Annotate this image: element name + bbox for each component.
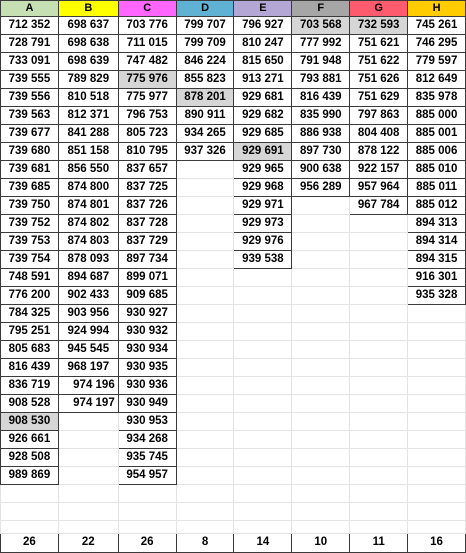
empty-cell[interactable] bbox=[292, 269, 350, 287]
empty-cell[interactable] bbox=[292, 485, 350, 503]
totals-row bbox=[1, 534, 466, 553]
empty-cell[interactable] bbox=[234, 413, 292, 431]
cell-a-15[interactable]: 748 591 bbox=[1, 269, 59, 287]
empty-cell[interactable] bbox=[292, 305, 350, 323]
empty-cell[interactable] bbox=[234, 377, 292, 395]
cell-a-5[interactable]: 739 556 bbox=[1, 89, 59, 107]
cell-g-1[interactable]: 732 593 bbox=[350, 17, 408, 35]
table-row bbox=[1, 233, 466, 251]
cell-g-5[interactable]: 751 629 bbox=[350, 89, 408, 107]
empty-cell[interactable] bbox=[176, 521, 234, 534]
cell-d-1[interactable]: 799 707 bbox=[176, 17, 234, 35]
empty-cell[interactable] bbox=[118, 521, 176, 534]
cell-b-13[interactable]: 874 803 bbox=[58, 233, 118, 251]
empty-cell[interactable] bbox=[1, 521, 59, 534]
table-row bbox=[1, 89, 466, 107]
empty-cell[interactable] bbox=[292, 215, 350, 233]
empty-cell[interactable] bbox=[350, 251, 408, 269]
empty-cell[interactable] bbox=[1, 503, 59, 521]
empty-cell[interactable] bbox=[408, 431, 466, 449]
empty-cell[interactable] bbox=[350, 323, 408, 341]
total-d[interactable]: 8 bbox=[176, 534, 234, 553]
table-row bbox=[1, 269, 466, 287]
empty-cell[interactable] bbox=[292, 251, 350, 269]
empty-cell[interactable] bbox=[176, 215, 234, 233]
empty-cell[interactable] bbox=[292, 521, 350, 534]
cell-d-8[interactable]: 937 326 bbox=[176, 143, 234, 161]
empty-cell[interactable] bbox=[350, 215, 408, 233]
cell-e-4[interactable]: 913 271 bbox=[234, 71, 292, 89]
empty-cell[interactable] bbox=[176, 467, 234, 485]
total-f[interactable]: 10 bbox=[292, 534, 350, 553]
cell-a-2[interactable]: 728 791 bbox=[1, 35, 59, 53]
cell-c-8[interactable]: 810 795 bbox=[118, 143, 176, 161]
empty-cell[interactable] bbox=[350, 287, 408, 305]
cell-b-7[interactable]: 841 288 bbox=[58, 125, 118, 143]
cell-c-22[interactable]: 930 949 bbox=[118, 395, 176, 413]
cell-c-12[interactable]: 837 728 bbox=[118, 215, 176, 233]
cell-e-9[interactable]: 929 965 bbox=[234, 161, 292, 179]
cell-f-10[interactable]: 956 289 bbox=[292, 179, 350, 197]
cell-c-3[interactable]: 747 482 bbox=[118, 53, 176, 71]
table-row bbox=[1, 305, 466, 323]
empty-cell[interactable] bbox=[350, 503, 408, 521]
cell-a-3[interactable]: 733 091 bbox=[1, 53, 59, 71]
cell-a-19[interactable]: 805 683 bbox=[1, 341, 59, 359]
column-header-b[interactable]: B bbox=[58, 1, 118, 17]
cell-e-12[interactable]: 929 973 bbox=[234, 215, 292, 233]
cell-h-1[interactable]: 745 261 bbox=[408, 17, 466, 35]
table-row bbox=[1, 467, 466, 485]
cell-h-12[interactable]: 894 313 bbox=[408, 215, 466, 233]
cell-b-4[interactable]: 789 829 bbox=[58, 71, 118, 89]
cell-c-26[interactable]: 954 957 bbox=[118, 467, 176, 485]
cell-b-10[interactable]: 874 800 bbox=[58, 179, 118, 197]
total-c[interactable]: 26 bbox=[118, 534, 176, 553]
cell-f-5[interactable]: 816 439 bbox=[292, 89, 350, 107]
cell-b-21[interactable]: 974 196 bbox=[58, 377, 118, 395]
empty-cell[interactable] bbox=[350, 377, 408, 395]
empty-cell[interactable] bbox=[58, 503, 118, 521]
empty-cell[interactable] bbox=[234, 503, 292, 521]
table-row bbox=[1, 125, 466, 143]
empty-cell[interactable] bbox=[292, 233, 350, 251]
table-row bbox=[1, 17, 466, 35]
cell-c-25[interactable]: 935 745 bbox=[118, 449, 176, 467]
empty-cell[interactable] bbox=[408, 305, 466, 323]
empty-cell[interactable] bbox=[1, 485, 59, 503]
empty-cell[interactable] bbox=[234, 341, 292, 359]
cell-b-12[interactable]: 874 802 bbox=[58, 215, 118, 233]
empty-cell[interactable] bbox=[234, 395, 292, 413]
cell-b-22[interactable]: 974 197 bbox=[58, 395, 118, 413]
empty-cell[interactable] bbox=[350, 233, 408, 251]
cell-h-14[interactable]: 894 315 bbox=[408, 251, 466, 269]
column-header-d[interactable]: D bbox=[176, 1, 234, 17]
empty-cell[interactable] bbox=[58, 431, 118, 449]
empty-cell[interactable] bbox=[408, 467, 466, 485]
total-b[interactable]: 22 bbox=[58, 534, 118, 553]
empty-cell[interactable] bbox=[234, 521, 292, 534]
empty-cell[interactable] bbox=[408, 359, 466, 377]
cell-c-10[interactable]: 837 725 bbox=[118, 179, 176, 197]
cell-a-18[interactable]: 795 251 bbox=[1, 323, 59, 341]
cell-g-4[interactable]: 751 626 bbox=[350, 71, 408, 89]
cell-a-25[interactable]: 928 508 bbox=[1, 449, 59, 467]
total-h[interactable]: 16 bbox=[408, 534, 466, 553]
cell-f-4[interactable]: 793 881 bbox=[292, 71, 350, 89]
cell-e-1[interactable]: 796 927 bbox=[234, 17, 292, 35]
cell-g-6[interactable]: 797 863 bbox=[350, 107, 408, 125]
cell-e-3[interactable]: 815 650 bbox=[234, 53, 292, 71]
cell-c-23[interactable]: 930 953 bbox=[118, 413, 176, 431]
cell-b-9[interactable]: 856 550 bbox=[58, 161, 118, 179]
empty-cell[interactable] bbox=[176, 233, 234, 251]
cell-c-4[interactable]: 775 976 bbox=[118, 71, 176, 89]
cell-e-13[interactable]: 929 976 bbox=[234, 233, 292, 251]
empty-cell[interactable] bbox=[234, 359, 292, 377]
table-row bbox=[1, 287, 466, 305]
empty-cell[interactable] bbox=[176, 359, 234, 377]
empty-cell[interactable] bbox=[292, 413, 350, 431]
empty-cell[interactable] bbox=[176, 251, 234, 269]
cell-c-11[interactable]: 837 726 bbox=[118, 197, 176, 215]
empty-cell[interactable] bbox=[58, 449, 118, 467]
cell-d-7[interactable]: 934 265 bbox=[176, 125, 234, 143]
spacer-row bbox=[1, 521, 466, 534]
cell-f-1[interactable]: 703 568 bbox=[292, 17, 350, 35]
column-header-a[interactable]: A bbox=[1, 1, 59, 17]
column-header-row bbox=[1, 1, 466, 17]
table-row bbox=[1, 413, 466, 431]
table-row bbox=[1, 377, 466, 395]
empty-cell[interactable] bbox=[58, 485, 118, 503]
empty-cell[interactable] bbox=[176, 413, 234, 431]
cell-b-8[interactable]: 851 158 bbox=[58, 143, 118, 161]
empty-cell[interactable] bbox=[292, 449, 350, 467]
empty-cell[interactable] bbox=[58, 521, 118, 534]
cell-a-4[interactable]: 739 555 bbox=[1, 71, 59, 89]
cell-a-21[interactable]: 836 719 bbox=[1, 377, 59, 395]
cell-b-1[interactable]: 698 637 bbox=[58, 17, 118, 35]
empty-cell[interactable] bbox=[234, 323, 292, 341]
cell-h-2[interactable]: 746 295 bbox=[408, 35, 466, 53]
empty-cell[interactable] bbox=[350, 395, 408, 413]
empty-cell[interactable] bbox=[350, 359, 408, 377]
total-g[interactable]: 11 bbox=[350, 534, 408, 553]
table-row bbox=[1, 71, 466, 89]
cell-a-7[interactable]: 739 677 bbox=[1, 125, 59, 143]
empty-cell[interactable] bbox=[292, 323, 350, 341]
empty-cell[interactable] bbox=[176, 269, 234, 287]
cell-h-9[interactable]: 885 010 bbox=[408, 161, 466, 179]
empty-cell[interactable] bbox=[292, 377, 350, 395]
cell-e-7[interactable]: 929 685 bbox=[234, 125, 292, 143]
empty-cell[interactable] bbox=[350, 341, 408, 359]
empty-cell[interactable] bbox=[292, 197, 350, 215]
cell-b-16[interactable]: 902 433 bbox=[58, 287, 118, 305]
empty-cell[interactable] bbox=[176, 323, 234, 341]
cell-b-3[interactable]: 698 639 bbox=[58, 53, 118, 71]
cell-a-1[interactable]: 712 352 bbox=[1, 17, 59, 35]
table-body bbox=[1, 17, 466, 553]
cell-h-15[interactable]: 916 301 bbox=[408, 269, 466, 287]
table-row bbox=[1, 197, 466, 215]
cell-d-5[interactable]: 878 201 bbox=[176, 89, 234, 107]
cell-g-3[interactable]: 751 622 bbox=[350, 53, 408, 71]
cell-f-6[interactable]: 835 990 bbox=[292, 107, 350, 125]
cell-e-6[interactable]: 929 682 bbox=[234, 107, 292, 125]
column-header-c[interactable]: C bbox=[118, 1, 176, 17]
cell-f-9[interactable]: 900 638 bbox=[292, 161, 350, 179]
empty-cell[interactable] bbox=[408, 395, 466, 413]
empty-cell[interactable] bbox=[350, 521, 408, 534]
cell-a-9[interactable]: 739 681 bbox=[1, 161, 59, 179]
cell-d-6[interactable]: 890 911 bbox=[176, 107, 234, 125]
empty-cell[interactable] bbox=[234, 287, 292, 305]
empty-cell[interactable] bbox=[408, 485, 466, 503]
cell-e-8[interactable]: 929 691 bbox=[234, 143, 292, 161]
cell-e-10[interactable]: 929 968 bbox=[234, 179, 292, 197]
empty-cell[interactable] bbox=[350, 431, 408, 449]
cell-h-6[interactable]: 885 000 bbox=[408, 107, 466, 125]
cell-c-16[interactable]: 909 685 bbox=[118, 287, 176, 305]
empty-cell[interactable] bbox=[58, 413, 118, 431]
table-row bbox=[1, 341, 466, 359]
cell-g-2[interactable]: 751 621 bbox=[350, 35, 408, 53]
table-row bbox=[1, 107, 466, 125]
table-row bbox=[1, 251, 466, 269]
cell-c-18[interactable]: 930 932 bbox=[118, 323, 176, 341]
empty-cell[interactable] bbox=[234, 431, 292, 449]
empty-cell[interactable] bbox=[350, 449, 408, 467]
empty-cell[interactable] bbox=[350, 485, 408, 503]
empty-cell[interactable] bbox=[176, 503, 234, 521]
cell-a-13[interactable]: 739 753 bbox=[1, 233, 59, 251]
table-row bbox=[1, 215, 466, 233]
cell-a-24[interactable]: 926 661 bbox=[1, 431, 59, 449]
cell-b-14[interactable]: 878 093 bbox=[58, 251, 118, 269]
cell-g-11[interactable]: 967 784 bbox=[350, 197, 408, 215]
cell-d-2[interactable]: 799 709 bbox=[176, 35, 234, 53]
table-row bbox=[1, 161, 466, 179]
total-e[interactable]: 14 bbox=[234, 534, 292, 553]
empty-cell[interactable] bbox=[176, 305, 234, 323]
cell-c-19[interactable]: 930 934 bbox=[118, 341, 176, 359]
table-row bbox=[1, 395, 466, 413]
empty-cell[interactable] bbox=[176, 179, 234, 197]
empty-cell[interactable] bbox=[234, 485, 292, 503]
cell-a-16[interactable]: 776 200 bbox=[1, 287, 59, 305]
table-row bbox=[1, 179, 466, 197]
empty-cell[interactable] bbox=[176, 431, 234, 449]
cell-c-9[interactable]: 837 657 bbox=[118, 161, 176, 179]
cell-h-7[interactable]: 885 001 bbox=[408, 125, 466, 143]
cell-c-7[interactable]: 805 723 bbox=[118, 125, 176, 143]
empty-cell[interactable] bbox=[350, 305, 408, 323]
table-row bbox=[1, 485, 466, 503]
column-header-g[interactable]: G bbox=[350, 1, 408, 17]
cell-d-3[interactable]: 846 224 bbox=[176, 53, 234, 71]
empty-cell[interactable] bbox=[292, 341, 350, 359]
cell-c-5[interactable]: 775 977 bbox=[118, 89, 176, 107]
cell-h-3[interactable]: 779 597 bbox=[408, 53, 466, 71]
empty-cell[interactable] bbox=[350, 269, 408, 287]
empty-cell[interactable] bbox=[234, 305, 292, 323]
cell-h-4[interactable]: 812 649 bbox=[408, 71, 466, 89]
cell-b-6[interactable]: 812 371 bbox=[58, 107, 118, 125]
empty-cell[interactable] bbox=[58, 467, 118, 485]
empty-cell[interactable] bbox=[176, 395, 234, 413]
cell-c-14[interactable]: 897 734 bbox=[118, 251, 176, 269]
cell-g-9[interactable]: 922 157 bbox=[350, 161, 408, 179]
table-row bbox=[1, 143, 466, 161]
empty-cell[interactable] bbox=[176, 287, 234, 305]
cell-a-10[interactable]: 739 685 bbox=[1, 179, 59, 197]
cell-b-17[interactable]: 903 956 bbox=[58, 305, 118, 323]
cell-c-21[interactable]: 930 936 bbox=[118, 377, 176, 395]
cell-f-3[interactable]: 791 948 bbox=[292, 53, 350, 71]
table-row bbox=[1, 359, 466, 377]
empty-cell[interactable] bbox=[408, 341, 466, 359]
empty-cell[interactable] bbox=[234, 449, 292, 467]
cell-a-8[interactable]: 739 680 bbox=[1, 143, 59, 161]
cell-h-5[interactable]: 835 978 bbox=[408, 89, 466, 107]
cell-b-11[interactable]: 874 801 bbox=[58, 197, 118, 215]
cell-b-2[interactable]: 698 638 bbox=[58, 35, 118, 53]
empty-cell[interactable] bbox=[118, 503, 176, 521]
empty-cell[interactable] bbox=[234, 467, 292, 485]
cell-h-16[interactable]: 935 328 bbox=[408, 287, 466, 305]
empty-cell[interactable] bbox=[176, 377, 234, 395]
empty-cell[interactable] bbox=[234, 269, 292, 287]
table-row bbox=[1, 431, 466, 449]
cell-h-13[interactable]: 894 314 bbox=[408, 233, 466, 251]
cell-f-2[interactable]: 777 992 bbox=[292, 35, 350, 53]
cell-e-14[interactable]: 939 538 bbox=[234, 251, 292, 269]
cell-a-6[interactable]: 739 563 bbox=[1, 107, 59, 125]
cell-c-2[interactable]: 711 015 bbox=[118, 35, 176, 53]
empty-cell[interactable] bbox=[176, 485, 234, 503]
cell-f-8[interactable]: 897 730 bbox=[292, 143, 350, 161]
cell-h-8[interactable]: 885 006 bbox=[408, 143, 466, 161]
empty-cell[interactable] bbox=[176, 449, 234, 467]
empty-cell[interactable] bbox=[350, 467, 408, 485]
column-header-e[interactable]: E bbox=[234, 1, 292, 17]
cell-e-5[interactable]: 929 681 bbox=[234, 89, 292, 107]
cell-a-23[interactable]: 908 530 bbox=[1, 413, 59, 431]
cell-e-11[interactable]: 929 971 bbox=[234, 197, 292, 215]
empty-cell[interactable] bbox=[408, 521, 466, 534]
cell-a-26[interactable]: 989 869 bbox=[1, 467, 59, 485]
cell-g-7[interactable]: 804 408 bbox=[350, 125, 408, 143]
table-row bbox=[1, 35, 466, 53]
cell-h-10[interactable]: 885 011 bbox=[408, 179, 466, 197]
empty-cell[interactable] bbox=[408, 323, 466, 341]
cell-c-1[interactable]: 703 776 bbox=[118, 17, 176, 35]
empty-cell[interactable] bbox=[408, 413, 466, 431]
cell-b-5[interactable]: 810 518 bbox=[58, 89, 118, 107]
cell-a-22[interactable]: 908 528 bbox=[1, 395, 59, 413]
table-row bbox=[1, 323, 466, 341]
cell-b-20[interactable]: 968 197 bbox=[58, 359, 118, 377]
total-a[interactable]: 26 bbox=[1, 534, 59, 553]
empty-cell[interactable] bbox=[292, 431, 350, 449]
column-header-f[interactable]: F bbox=[292, 1, 350, 17]
cell-c-20[interactable]: 930 935 bbox=[118, 359, 176, 377]
empty-cell[interactable] bbox=[118, 485, 176, 503]
empty-cell[interactable] bbox=[408, 377, 466, 395]
cell-a-17[interactable]: 784 325 bbox=[1, 305, 59, 323]
cell-b-15[interactable]: 894 687 bbox=[58, 269, 118, 287]
empty-cell[interactable] bbox=[350, 413, 408, 431]
cell-c-6[interactable]: 796 753 bbox=[118, 107, 176, 125]
empty-cell[interactable] bbox=[292, 359, 350, 377]
column-header-h[interactable]: H bbox=[408, 1, 466, 17]
empty-cell[interactable] bbox=[292, 467, 350, 485]
empty-cell[interactable] bbox=[408, 503, 466, 521]
cell-c-24[interactable]: 934 268 bbox=[118, 431, 176, 449]
cell-a-20[interactable]: 816 439 bbox=[1, 359, 59, 377]
empty-cell[interactable] bbox=[176, 161, 234, 179]
cell-a-11[interactable]: 739 750 bbox=[1, 197, 59, 215]
cell-a-14[interactable]: 739 754 bbox=[1, 251, 59, 269]
table-row bbox=[1, 53, 466, 71]
empty-cell[interactable] bbox=[408, 449, 466, 467]
empty-cell[interactable] bbox=[176, 341, 234, 359]
cell-c-13[interactable]: 837 729 bbox=[118, 233, 176, 251]
empty-cell[interactable] bbox=[292, 287, 350, 305]
cell-e-2[interactable]: 810 247 bbox=[234, 35, 292, 53]
cell-g-8[interactable]: 878 122 bbox=[350, 143, 408, 161]
table-row bbox=[1, 503, 466, 521]
cell-g-10[interactable]: 957 964 bbox=[350, 179, 408, 197]
cell-b-18[interactable]: 924 994 bbox=[58, 323, 118, 341]
cell-f-7[interactable]: 886 938 bbox=[292, 125, 350, 143]
empty-cell[interactable] bbox=[176, 197, 234, 215]
empty-cell[interactable] bbox=[292, 503, 350, 521]
cell-h-11[interactable]: 885 012 bbox=[408, 197, 466, 215]
table-row bbox=[1, 449, 466, 467]
cell-c-17[interactable]: 930 927 bbox=[118, 305, 176, 323]
cell-c-15[interactable]: 899 071 bbox=[118, 269, 176, 287]
cell-b-19[interactable]: 945 545 bbox=[58, 341, 118, 359]
cell-a-12[interactable]: 739 752 bbox=[1, 215, 59, 233]
cell-d-4[interactable]: 855 823 bbox=[176, 71, 234, 89]
empty-cell[interactable] bbox=[292, 395, 350, 413]
